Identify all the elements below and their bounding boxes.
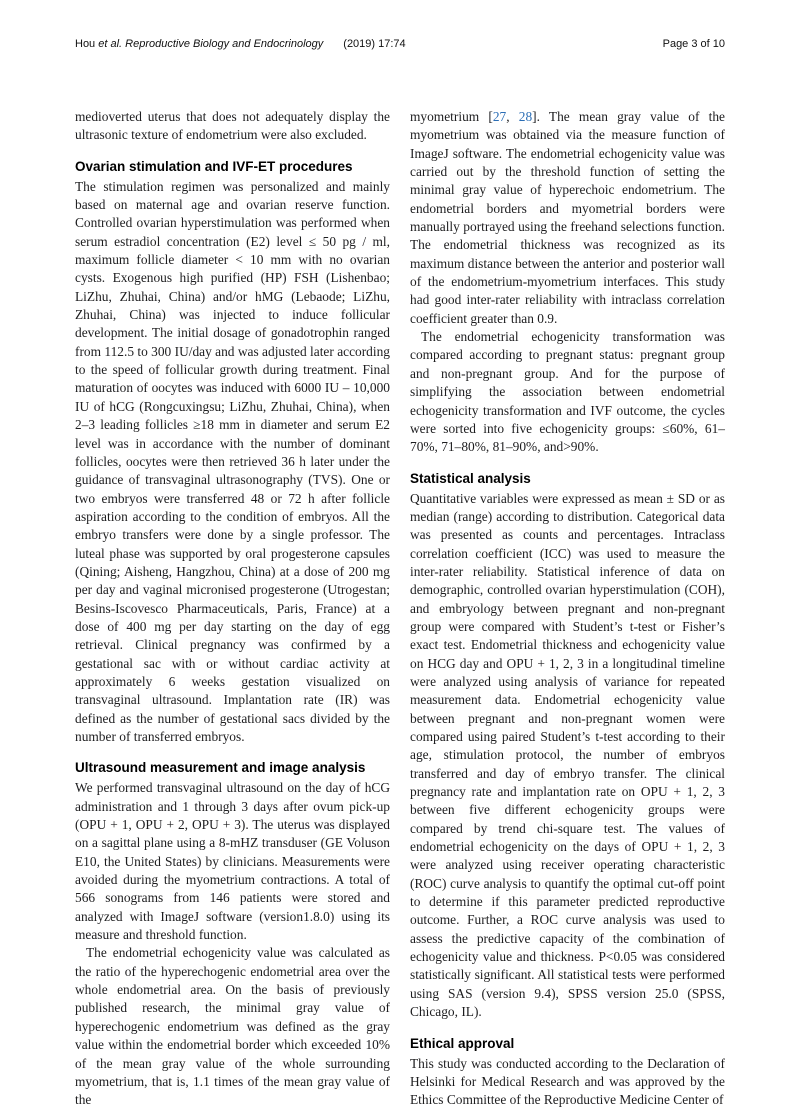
section-heading-ethical-approval: Ethical approval [410, 1035, 515, 1051]
paragraph: The endometrial echogenicity value was calculated as the ratio of the hyperechogenic endometrial area over the whole endometrial area. On the basis of previously published research, the minimal gray value of hyperechogenic endometrium was defined as the gray value within the endometrial border which exceeded 10% of the mean gray value of the whole surrounding myometrium, that is, 1.1 times of the mean gray value of the [75, 945, 390, 1108]
right-column [410, 108, 725, 1110]
journal-title: et al. Reproductive Biology and Endocrinology [98, 38, 324, 50]
paragraph: The endometrial echogenicity transformation was compared according to pregnant status: pregnant group and non-pregnant group. And for the purpose of simplifying the association between endometrial echogenicity transformation and IVF outcome, the cycles were sorted into five echogenicity groups: ≤60%, 61–70%, 71–80%, 81–90%, and>90%. [410, 329, 725, 455]
citation-link-28[interactable]: 28 [518, 109, 533, 124]
paragraph: This study was conducted according to the Declaration of Helsinki for Medical Research and was approved by the Ethics Committee of the Reproductive Medicine Center of [410, 1055, 725, 1108]
citation-separator: , [506, 109, 519, 124]
paragraph: The stimulation regimen was personalized and mainly based on maternal age and ovarian reserve function. Controlled ovarian hyperstimulation was performed when serum estradiol concentration (E2) level ≤ 50 pg / ml, maximum follicle diameter < 10 mm with no ovarian cysts. Exogenous high purified (HP) FSH (Lishenbao; LiZhu, Zhuhai, China) and/or hMG (Lebaode; LiZhu, Zhuhai, China) was injected to induce follicular development. The initial dosage of gonadotrophin ranged from 112.5 to 300 IU/day and was adjusted later according to the speed of follicular growth during treatment. Final maturation of oocytes was induced with 6000 IU – 10,000 IU of hCG (Rongcuxingsu; LiZhu, Zhuhai, China), when 2–3 leading follicles ≥18 mm in diameter and serum E2 level was in accordance with the number of dominant follicles, oocytes were then retrieved 36 h later under the guidance of transvaginal ultrasonography (TVS). One or two embryos were transferred 48 or 72 h after follicle aspiration according to the condition of embryos. All the embryo transfers were done by a single professor. The luteal phase was supported by oral progesterone capsules (Qining; Aisheng, Hangzhou, China) at a dose of 200 mg per day and vaginal micronised progesterone (Utrogestan; Besins-Iscovesco Pharmaceuticals, Paris, France) at a dose of 400 mg per day starting on the day of egg retrieval. Clinical pregnancy was confirmed by a gestational sac with or without cardiac activity at approximately 6 weeks gestation visualized on transvaginal ultrasound. Implantation rate (IR) was defined as the number of gestational sacs divided by the number of transferred embryos. [75, 178, 390, 744]
left-column [75, 108, 390, 1110]
paragraph: Quantitative variables were expressed as mean ± SD or as median (range) according to distribution. Categorical data was presented as counts and percentages. Intraclass correlation coefficient (ICC) was used to measure the inter-rater reliability. Statistical inference of data on demographic, controlled ovarian hyperstimulation (COH), and embryology between pregnant and non-pregnant group were compared with Student’s t-test or Fisher’s exact test. Endometrial thickness and echogenicity value on HCG day and OPU + 1, 2, 3 in a longitudinal timeline were analyzed using analysis of variance for repeated measurement data. Endometrial echogenicity value between pregnant and non-pregnant women were compared using paired Student’s t-test according to their age, stimulation protocol, the number of embryos transferred and day of embryo transfer. The clinical pregnancy rate and implantation rate on OPU + 1, 2, 3 between five different echogenicity groups were compared by trend chi-square test. The values of endometrial echogenicity on the days of OPU + 1, 2, 3 were analyzed using receiver operating characteristic (ROC) curve analysis to quantify the optimal cut-off point to determine if this parameter predicted reproductive outcome. Further, a ROC curve analysis was used to assess the predictive capacity of the combination of echogenicity value and thickness. P<0.05 was considered statistically significant. All statistical tests were performed using SAS (version 9.4), SPSS version 25.0 (SPSS, Chicago, IL). [410, 490, 725, 1020]
paragraph-text: myometrium [ [410, 109, 493, 124]
paragraph-text: ]. The mean gray value of the myometrium was obtained via the measure function of ImageJ software. The endometrial echogenicity value was carried out by the threshold function of setting the minimal gray value of hyperechoic endometrium. The endometrial borders and myometrial borders were manually portrayed using the freehand selections function. The endometrial thickness was recognized as its maximum distance between the anterior and posterior wall of the endometrium-myometrium interfaces. This study had good inter-rater reliability with intraclass correlation coefficient greater than 0.9. [410, 109, 725, 326]
running-head-citation [75, 38, 406, 50]
issue-info: (2019) 17:74 [343, 38, 406, 50]
running-head [75, 38, 725, 50]
citation-link-27[interactable]: 27 [492, 109, 507, 124]
page-number: Page 3 of 10 [662, 38, 725, 50]
section-heading-statistical-analysis: Statistical analysis [410, 470, 531, 486]
section-heading-ultrasound-measurement: Ultrasound measurement and image analysis [75, 760, 366, 776]
two-column-body [75, 108, 725, 1110]
paragraph-continuation: medioverted uterus that does not adequately display the ultrasonic texture of endometrium were also excluded. [75, 109, 390, 143]
section-heading-ovarian-stimulation: Ovarian stimulation and IVF-ET procedures [75, 158, 353, 174]
paragraph-with-citations [410, 108, 725, 328]
author-name: Hou [75, 38, 99, 50]
paragraph: We performed transvaginal ultrasound on the day of hCG administration and 1 through 3 days after ovum pick-up (OPU + 1, OPU + 2, OPU + 3). The uterus was displayed on a sagittal plane using a 8-mHZ transduser (GE Voluson E10, the United States) by clinicians. Measurements were avoided during the myometrium contractions. A total of 566 sonograms from 146 patients were stored and analyzed with ImageJ software (version1.8.0) using its measure and threshold function. [75, 780, 390, 943]
